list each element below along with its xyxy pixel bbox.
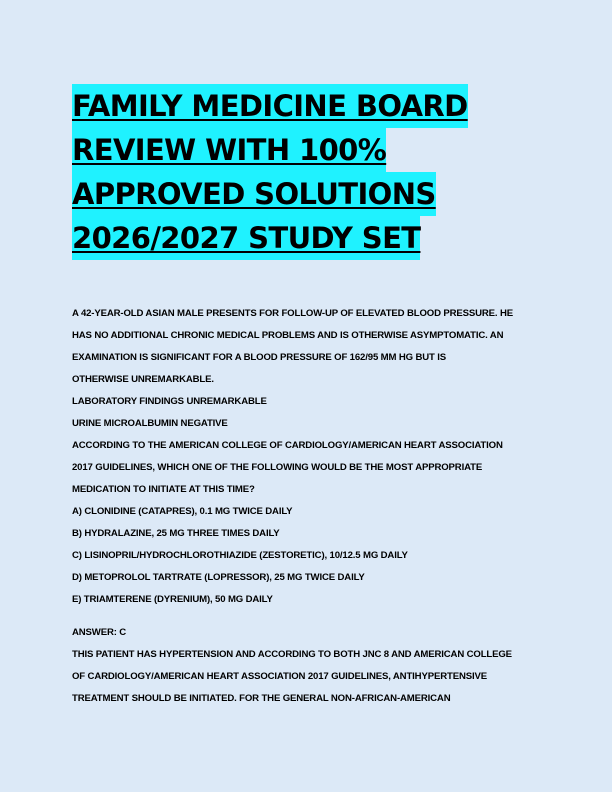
question-prompt-line: MEDICATION TO INITIATE AT THIS TIME? (72, 484, 255, 495)
question-stem-line: A 42-YEAR-OLD ASIAN MALE PRESENTS FOR FOLLOW-UP OF ELEVATED BLOOD PRESSURE. HE (72, 308, 513, 319)
answer-option-a: A) CLONIDINE (CATAPRES), 0.1 MG TWICE DAILY (72, 506, 293, 517)
question-block (72, 303, 542, 611)
answer-option-e: E) TRIAMTERENE (DYRENIUM), 50 MG DAILY (72, 594, 273, 605)
answer-option-c: C) LISINOPRIL/HYDROCHLOROTHIAZIDE (ZESTORETIC), 10/12.5 MG DAILY (72, 550, 408, 561)
answer-label: ANSWER: C (72, 627, 127, 638)
title-line (72, 172, 542, 216)
explanation-line: TREATMENT SHOULD BE INITIATED. FOR THE GENERAL NON-AFRICAN-AMERICAN (72, 693, 451, 704)
title-text: 2026/2027 STUDY SET (72, 216, 420, 260)
answer-option-d: D) METOPROLOL TARTRATE (LOPRESSOR), 25 MG TWICE DAILY (72, 572, 365, 583)
question-stem-line: EXAMINATION IS SIGNIFICANT FOR A BLOOD PRESSURE OF 162/95 MM HG BUT IS (72, 352, 446, 363)
question-prompt-line: ACCORDING TO THE AMERICAN COLLEGE OF CARDIOLOGY/AMERICAN HEART ASSOCIATION (72, 440, 503, 451)
lab-findings-line: LABORATORY FINDINGS UNREMARKABLE (72, 396, 267, 407)
question-stem-line: HAS NO ADDITIONAL CHRONIC MEDICAL PROBLEMS AND IS OTHERWISE ASYMPTOMATIC. AN (72, 330, 504, 341)
title-text: APPROVED SOLUTIONS (72, 172, 436, 216)
explanation-line: THIS PATIENT HAS HYPERTENSION AND ACCORDING TO BOTH JNC 8 AND AMERICAN COLLEGE (72, 649, 512, 660)
document-title (72, 84, 542, 260)
question-prompt-line: 2017 GUIDELINES, WHICH ONE OF THE FOLLOWING WOULD BE THE MOST APPROPRIATE (72, 462, 483, 473)
title-line (72, 84, 542, 128)
question-stem-line: OTHERWISE UNREMARKABLE. (72, 374, 214, 385)
title-text: REVIEW WITH 100% (72, 128, 386, 172)
title-line (72, 216, 542, 260)
title-text: FAMILY MEDICINE BOARD (72, 84, 468, 128)
title-line (72, 128, 542, 172)
answer-option-b: B) HYDRALAZINE, 25 MG THREE TIMES DAILY (72, 528, 280, 539)
answer-block (72, 622, 542, 710)
explanation-line: OF CARDIOLOGY/AMERICAN HEART ASSOCIATION 2017 GUIDELINES, ANTIHYPERTENSIVE (72, 671, 487, 682)
lab-findings-line: URINE MICROALBUMIN NEGATIVE (72, 418, 228, 429)
